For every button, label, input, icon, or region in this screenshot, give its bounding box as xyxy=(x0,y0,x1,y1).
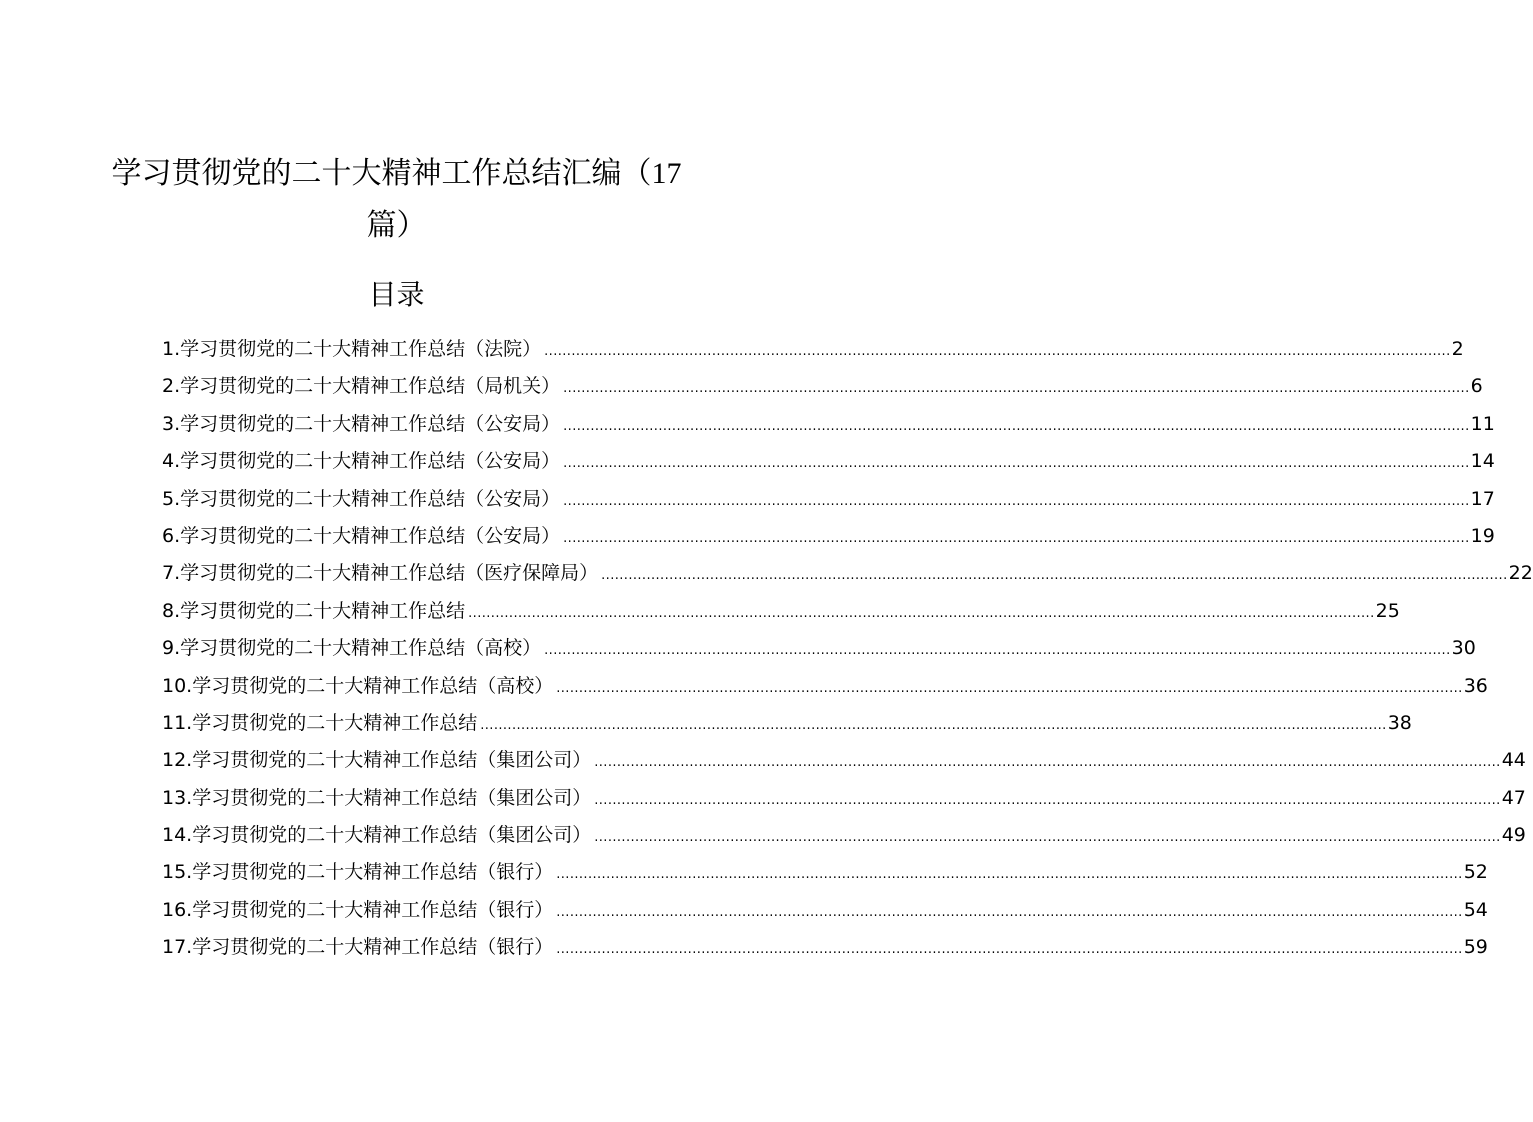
toc-entry-page: 19 xyxy=(1470,524,1495,547)
toc-entry-page: 44 xyxy=(1501,749,1526,772)
toc-entry-title: 16.学习贯彻党的二十大精神工作总结（银行） xyxy=(162,898,554,921)
toc-entry[interactable] xyxy=(162,331,1464,368)
toc-entry[interactable] xyxy=(162,780,1526,817)
toc-entry-title: 14.学习贯彻党的二十大精神工作总结（集团公司） xyxy=(162,824,592,847)
toc-leader-dots: ........................................................................................................................................................................................................ xyxy=(563,493,1470,509)
toc-leader-dots: ........................................................................................................................................................................................................ xyxy=(563,530,1470,546)
toc-entry-title: 17.学习贯彻党的二十大精神工作总结（银行） xyxy=(162,936,554,959)
toc-entry[interactable] xyxy=(162,742,1526,779)
toc-leader-dots: ........................................................................................................................................................................................................ xyxy=(563,418,1470,434)
toc-leader-dots: ........................................................................................................................................................................................................ xyxy=(556,680,1463,696)
toc-entry[interactable] xyxy=(162,705,1412,742)
document-title-text: 学习贯彻党的二十大精神工作总结汇编（ xyxy=(111,156,652,191)
toc-leader-dots: ........................................................................................................................................................................................................ xyxy=(601,568,1508,584)
toc-entry-page: 25 xyxy=(1375,599,1400,622)
toc-entry-page: 14 xyxy=(1470,450,1495,473)
toc-entry-title: 1.学习贯彻党的二十大精神工作总结（法院） xyxy=(162,338,542,360)
toc-entry[interactable] xyxy=(162,443,1495,480)
toc-entry-title: 2.学习贯彻党的二十大精神工作总结（局机关） xyxy=(162,375,561,398)
toc-entry-page: 17 xyxy=(1470,487,1495,510)
toc-entry-page: 2 xyxy=(1451,338,1464,360)
toc-entry-page: 6 xyxy=(1470,375,1483,398)
toc-entry[interactable] xyxy=(162,630,1476,667)
toc-entry-title: 5.学习贯彻党的二十大精神工作总结（公安局） xyxy=(162,487,561,510)
toc-entry-page: 38 xyxy=(1387,711,1412,734)
toc-leader-dots: ........................................................................................................................................................................................................ xyxy=(563,381,1470,397)
toc-entry-title: 8.学习贯彻党的二十大精神工作总结 xyxy=(162,599,466,622)
toc-entry[interactable] xyxy=(162,668,1488,705)
toc-entry-page: 54 xyxy=(1463,898,1488,921)
document-title xyxy=(110,148,683,252)
toc-leader-dots: ........................................................................................................................................................................................................ xyxy=(480,717,1387,733)
toc-entry[interactable] xyxy=(162,854,1488,891)
toc-entry[interactable] xyxy=(162,406,1495,443)
toc-entry-page: 47 xyxy=(1501,786,1526,809)
toc-entry[interactable] xyxy=(162,593,1400,630)
toc-leader-dots: ........................................................................................................................................................................................................ xyxy=(556,904,1463,920)
toc-entry[interactable] xyxy=(162,518,1495,555)
toc-heading: 目录 xyxy=(368,278,425,311)
toc-entry-title: 3.学习贯彻党的二十大精神工作总结（公安局） xyxy=(162,412,561,435)
toc-entry-title: 12.学习贯彻党的二十大精神工作总结（集团公司） xyxy=(162,749,592,772)
toc-entry-page: 49 xyxy=(1501,824,1526,847)
toc-leader-dots: ........................................................................................................................................................................................................ xyxy=(544,344,1451,359)
toc-entry[interactable] xyxy=(162,555,1533,592)
toc-entry-title: 9.学习贯彻党的二十大精神工作总结（高校） xyxy=(162,637,542,660)
toc-entry[interactable] xyxy=(162,368,1483,405)
toc-leader-dots: ........................................................................................................................................................................................................ xyxy=(556,942,1463,958)
toc-entry[interactable] xyxy=(162,929,1488,966)
toc-entry-title: 4.学习贯彻党的二十大精神工作总结（公安局） xyxy=(162,450,561,473)
toc-entry-page: 59 xyxy=(1463,936,1488,959)
toc-leader-dots: ........................................................................................................................................................................................................ xyxy=(468,605,1375,621)
toc-entry-page: 52 xyxy=(1463,861,1488,884)
toc-leader-dots: ........................................................................................................................................................................................................ xyxy=(544,643,1451,659)
toc-entry[interactable] xyxy=(162,892,1488,929)
table-of-contents xyxy=(162,331,1533,967)
toc-entry-title: 13.学习贯彻党的二十大精神工作总结（集团公司） xyxy=(162,786,592,809)
toc-entry-title: 11.学习贯彻党的二十大精神工作总结 xyxy=(162,711,478,734)
toc-entry-title: 15.学习贯彻党的二十大精神工作总结（银行） xyxy=(162,861,554,884)
document-title-count: 17 xyxy=(651,157,682,190)
toc-entry-title: 7.学习贯彻党的二十大精神工作总结（医疗保障局） xyxy=(162,562,599,585)
toc-entry[interactable] xyxy=(162,817,1526,854)
toc-entry-page: 22 xyxy=(1508,562,1533,585)
document-title-continuation: 篇） xyxy=(366,208,427,243)
toc-entry-title: 10.学习贯彻党的二十大精神工作总结（高校） xyxy=(162,674,554,697)
toc-entry[interactable] xyxy=(162,481,1495,518)
toc-leader-dots: ........................................................................................................................................................................................................ xyxy=(563,456,1470,472)
toc-entry-title: 6.学习贯彻党的二十大精神工作总结（公安局） xyxy=(162,524,561,547)
toc-entry-page: 11 xyxy=(1470,412,1495,435)
toc-entry-page: 36 xyxy=(1463,674,1488,697)
toc-leader-dots: ........................................................................................................................................................................................................ xyxy=(594,830,1501,846)
toc-leader-dots: ........................................................................................................................................................................................................ xyxy=(594,755,1501,771)
toc-leader-dots: ........................................................................................................................................................................................................ xyxy=(594,792,1501,808)
toc-entry-page: 30 xyxy=(1451,637,1476,660)
toc-leader-dots: ........................................................................................................................................................................................................ xyxy=(556,867,1463,883)
